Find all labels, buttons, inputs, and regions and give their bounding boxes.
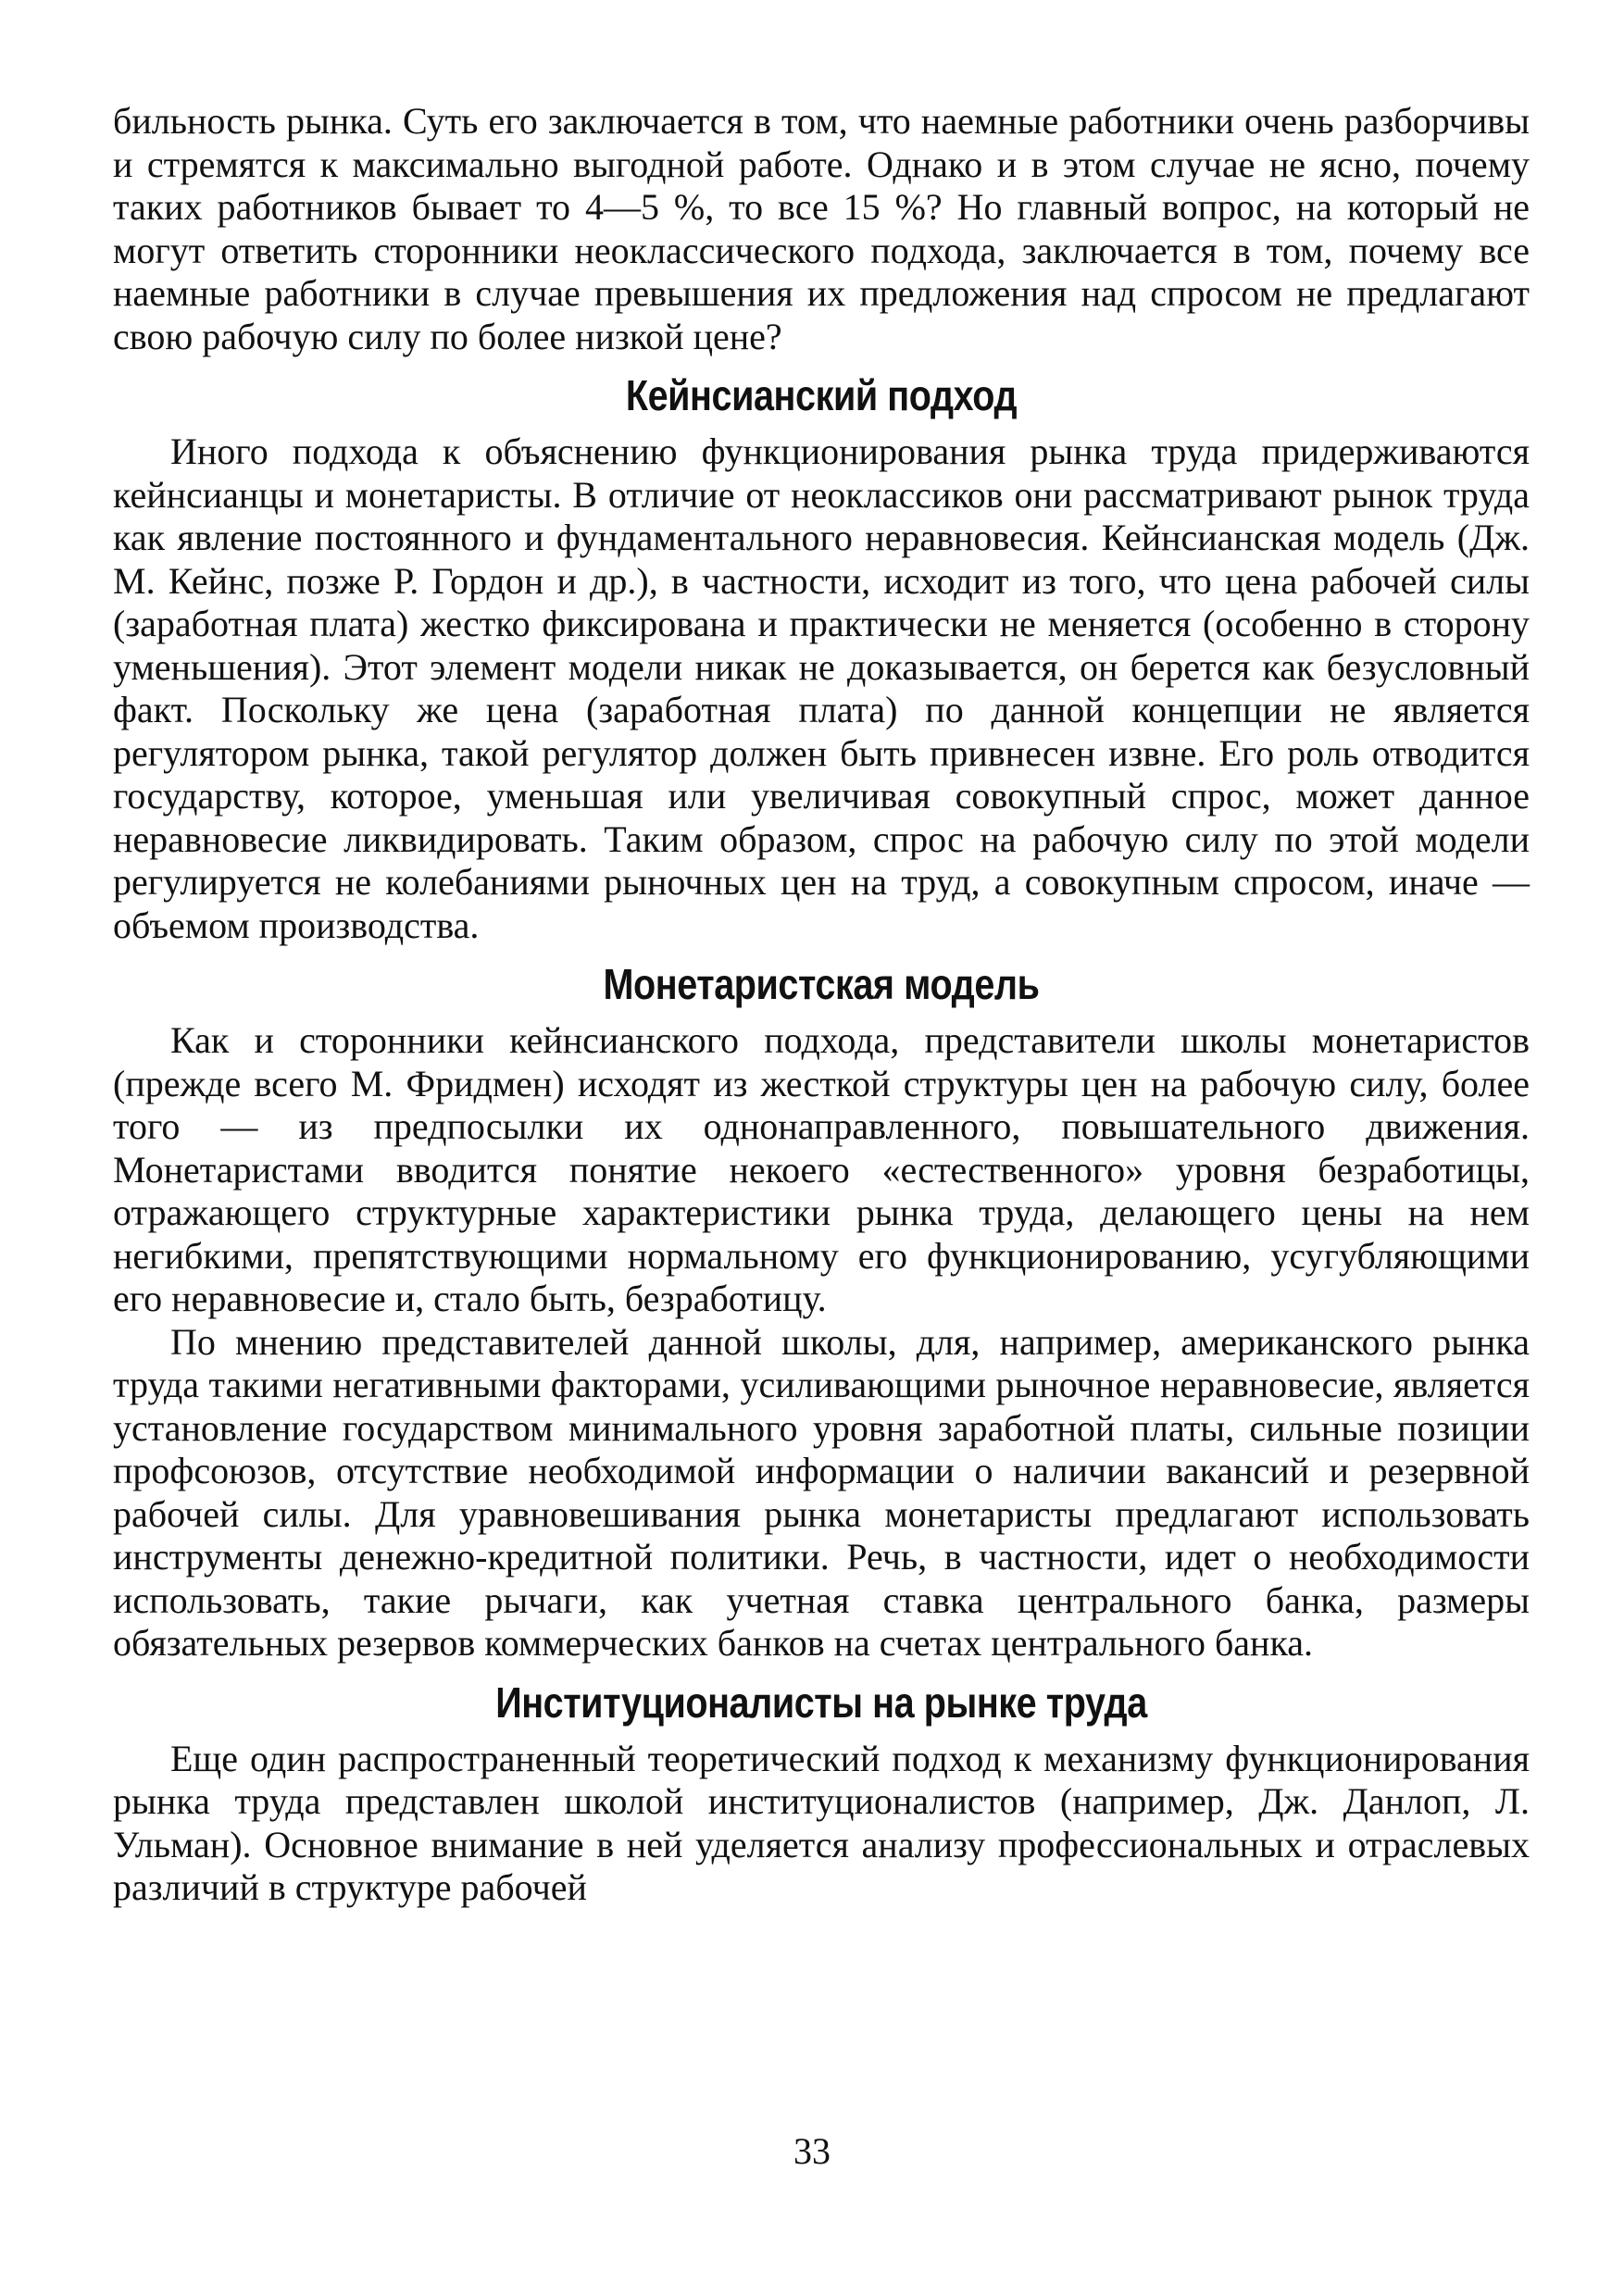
paragraph-institutionalists: Еще один распространенный теоретический подход к механизму функционирования рынка труда представлен школой институционалистов (например, Дж. Данлоп, Л. Ульман). Основное внимание в ней уделяется анализу профессиональных и отраслевых различий в структуре рабочей bbox=[113, 1737, 1530, 1908]
page-body bbox=[113, 100, 1530, 1910]
page-number: 33 bbox=[793, 2130, 831, 2172]
paragraph-keynesian: Иного подхода к объяснению функционирования рынка труда придерживаются кейнсианцы и монетаристы. В отличие от неоклассиков они рассматривают рынок труда как явление постоянного и фундаментального неравновесия. Кейнсианская модель (Дж. М. Кейнс, позже Р. Гордон и др.), в частности, исходит из того, что цена рабочей силы (заработная плата) жестко фиксирована и практически не меняется (особенно в сторону уменьшения). Этот элемент модели никак не доказывается, он берется как безусловный факт. Поскольку же цена (заработная плата) по данной концепции не является регулятором рынка, такой регулятор должен быть привнесен извне. Его роль отводится государству, которое, уменьшая или увеличивая совокупный спрос, может данное неравновесие ликвидировать. Таким образом, спрос на рабочую силу по этой модели регулируется не колебаниями рыночных цен на труд, а совокупным спросом, иначе — объемом производства. bbox=[113, 430, 1530, 946]
heading-institutionalists: Институционалисты на рынке труда bbox=[495, 1678, 1147, 1727]
heading-keynesian-approach: Кейнсианский подход bbox=[625, 371, 1018, 419]
heading-monetarist-model: Монетаристская модель bbox=[603, 960, 1040, 1008]
paragraph-monetarist-1: Как и сторонники кейнсианского подхода, представители школы монетаристов (прежде всего М. Фридмен) исходят из жесткой структуры цен на рабочую силу, более того — из предпосылки их однонаправленного, повышательного движения. Монетаристами вводится понятие некоего «естественного» уровня безработицы, отражающего структурные характеристики рынка труда, делающего цены на нем негибкими, препятствующими нормальному его функционированию, усугубляющими его неравновесие и, стало быть, безработицу. bbox=[113, 1019, 1530, 1319]
paragraph-monetarist-2: По мнению представителей данной школы, для, например, американского рынка труда такими негативными факторами, усиливающими рыночное неравновесие, является установление государством минимального уровня заработной платы, сильные позиции профсоюзов, отсутствие необходимой информации о наличии вакансий и резервной рабочей силы. Для уравновешивания рынка монетаристы предлагают использовать инструменты денежно-кредитной политики. Речь, в частности, идет о необходимости использовать, такие рычаги, как учетная ставка центрального банка, размеры обязательных резервов коммерческих банков на счетах центрального банка. bbox=[113, 1320, 1530, 1664]
paragraph-intro: бильность рынка. Суть его заключается в том, что наемные работники очень разборчивы и стремятся к максимально выгодной работе. Однако и в этом случае не ясно, почему таких работников бывает то 4—5 %, то все 15 %? Но главный вопрос, на который не могут ответить сторонники неоклассического подхода, заключается в том, почему все наемные работники в случае превышения их предложения над спросом не предлагают свою рабочую силу по более низкой цене? bbox=[113, 100, 1530, 357]
